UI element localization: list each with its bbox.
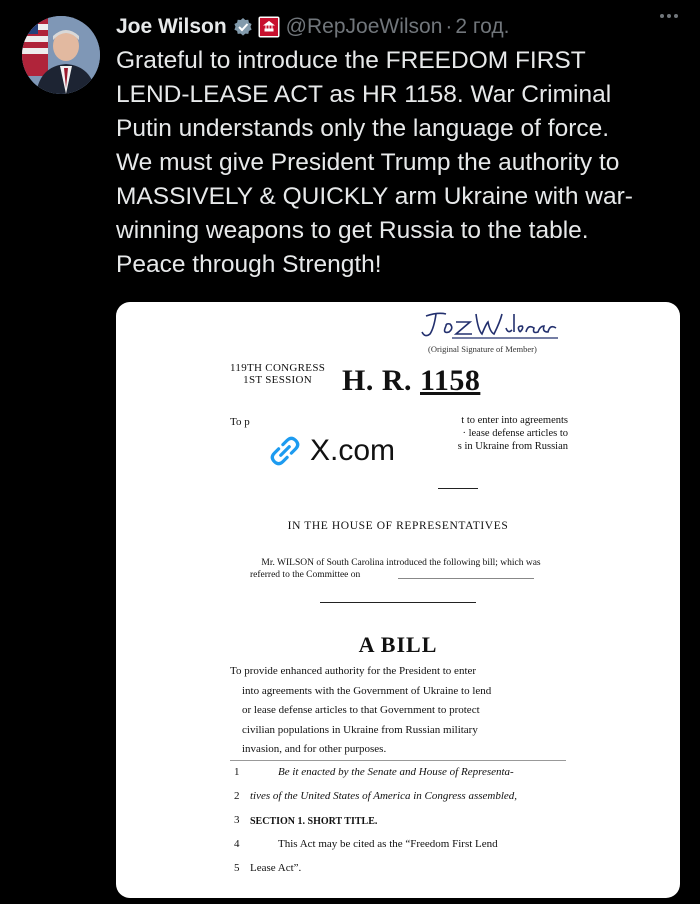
- bill-purpose: [230, 662, 565, 760]
- line-number: 3: [234, 814, 240, 826]
- government-affiliation-icon[interactable]: [258, 16, 280, 38]
- bill-purpose-line: To provide enhanced authority for the President to enter: [230, 665, 477, 677]
- line-number: 4: [234, 838, 240, 850]
- section-heading: SECTION 1. SHORT TITLE.: [250, 816, 378, 827]
- tweet-text: Grateful to introduce the FREEDOM FIRST LEND-LEASE ACT as HR 1158. War Criminal Putin understands only the language of force. We must give President Trump the authority to MASSIVELY & QUICKLY arm Ukraine with war- winning weapons to get Russia to the table. Peace through Strength!: [116, 47, 633, 278]
- avatar[interactable]: [22, 16, 100, 94]
- verified-badge-icon[interactable]: [233, 17, 253, 37]
- bill-purpose-line: invasion, and for other purposes.: [242, 743, 387, 755]
- separator-dot: ·: [445, 15, 453, 38]
- line-number: 2: [234, 790, 240, 802]
- purpose-fragment-line: s in Ukraine from Russian: [457, 441, 568, 452]
- timestamp[interactable]: 2 год.: [455, 15, 510, 38]
- bill-purpose-line: or lease defense articles to that Government to protect: [242, 704, 480, 716]
- session-line: 1ST SESSION: [243, 374, 312, 386]
- link-overlay[interactable]: [268, 434, 395, 468]
- purpose-fragment-line: · lease defense articles to: [462, 428, 568, 439]
- bill-number-value: 1158: [420, 364, 481, 397]
- enacting-clause: Be it enacted by the Senate and House of Representa-: [278, 766, 514, 778]
- author-name[interactable]: Joe Wilson: [116, 15, 227, 38]
- house-heading: IN THE HOUSE OF REPRESENTATIVES: [287, 520, 509, 532]
- line-number: 1: [234, 766, 240, 778]
- purpose-fragment-right: [434, 414, 568, 453]
- line-number: 5: [234, 862, 240, 874]
- bill-purpose-line: into agreements with the Government of Ukraine to lend: [242, 684, 492, 697]
- link-label: X.com: [310, 434, 396, 467]
- divider: [230, 760, 566, 761]
- introduction-line: referred to the Committee on: [250, 570, 361, 580]
- link-icon: [268, 434, 302, 468]
- bill-number: [342, 364, 480, 398]
- tweet-header: [116, 12, 509, 42]
- signature-image: [416, 308, 566, 342]
- tweet-media-card[interactable]: [116, 302, 680, 898]
- author-handle[interactable]: @RepJoeWilson: [285, 15, 443, 38]
- congress-session: [230, 362, 325, 386]
- committee-blank: [398, 578, 534, 579]
- purpose-fragment-line: t to enter into agreements: [461, 415, 568, 426]
- bill-prefix: H. R.: [342, 364, 412, 397]
- purpose-fragment-left: To p: [230, 416, 250, 428]
- more-options-icon[interactable]: [660, 14, 678, 18]
- section-text: This Act may be cited as the “Freedom First Lend: [278, 838, 498, 850]
- congress-line: 119TH CONGRESS: [230, 362, 326, 374]
- signature-caption: (Original Signature of Member): [428, 344, 537, 354]
- divider: [438, 488, 478, 489]
- enacting-clause: tives of the United States of America in Congress assembled,: [250, 790, 518, 802]
- introduction-line: Mr. WILSON of South Carolina introduced the following bill; which was: [261, 558, 541, 568]
- divider: [320, 602, 476, 603]
- bill-purpose-line: civilian populations in Ukraine from Russian military: [242, 723, 478, 736]
- section-text: Lease Act”.: [250, 862, 302, 874]
- avatar-photo: [22, 16, 100, 94]
- bill-title: A BILL: [358, 632, 438, 657]
